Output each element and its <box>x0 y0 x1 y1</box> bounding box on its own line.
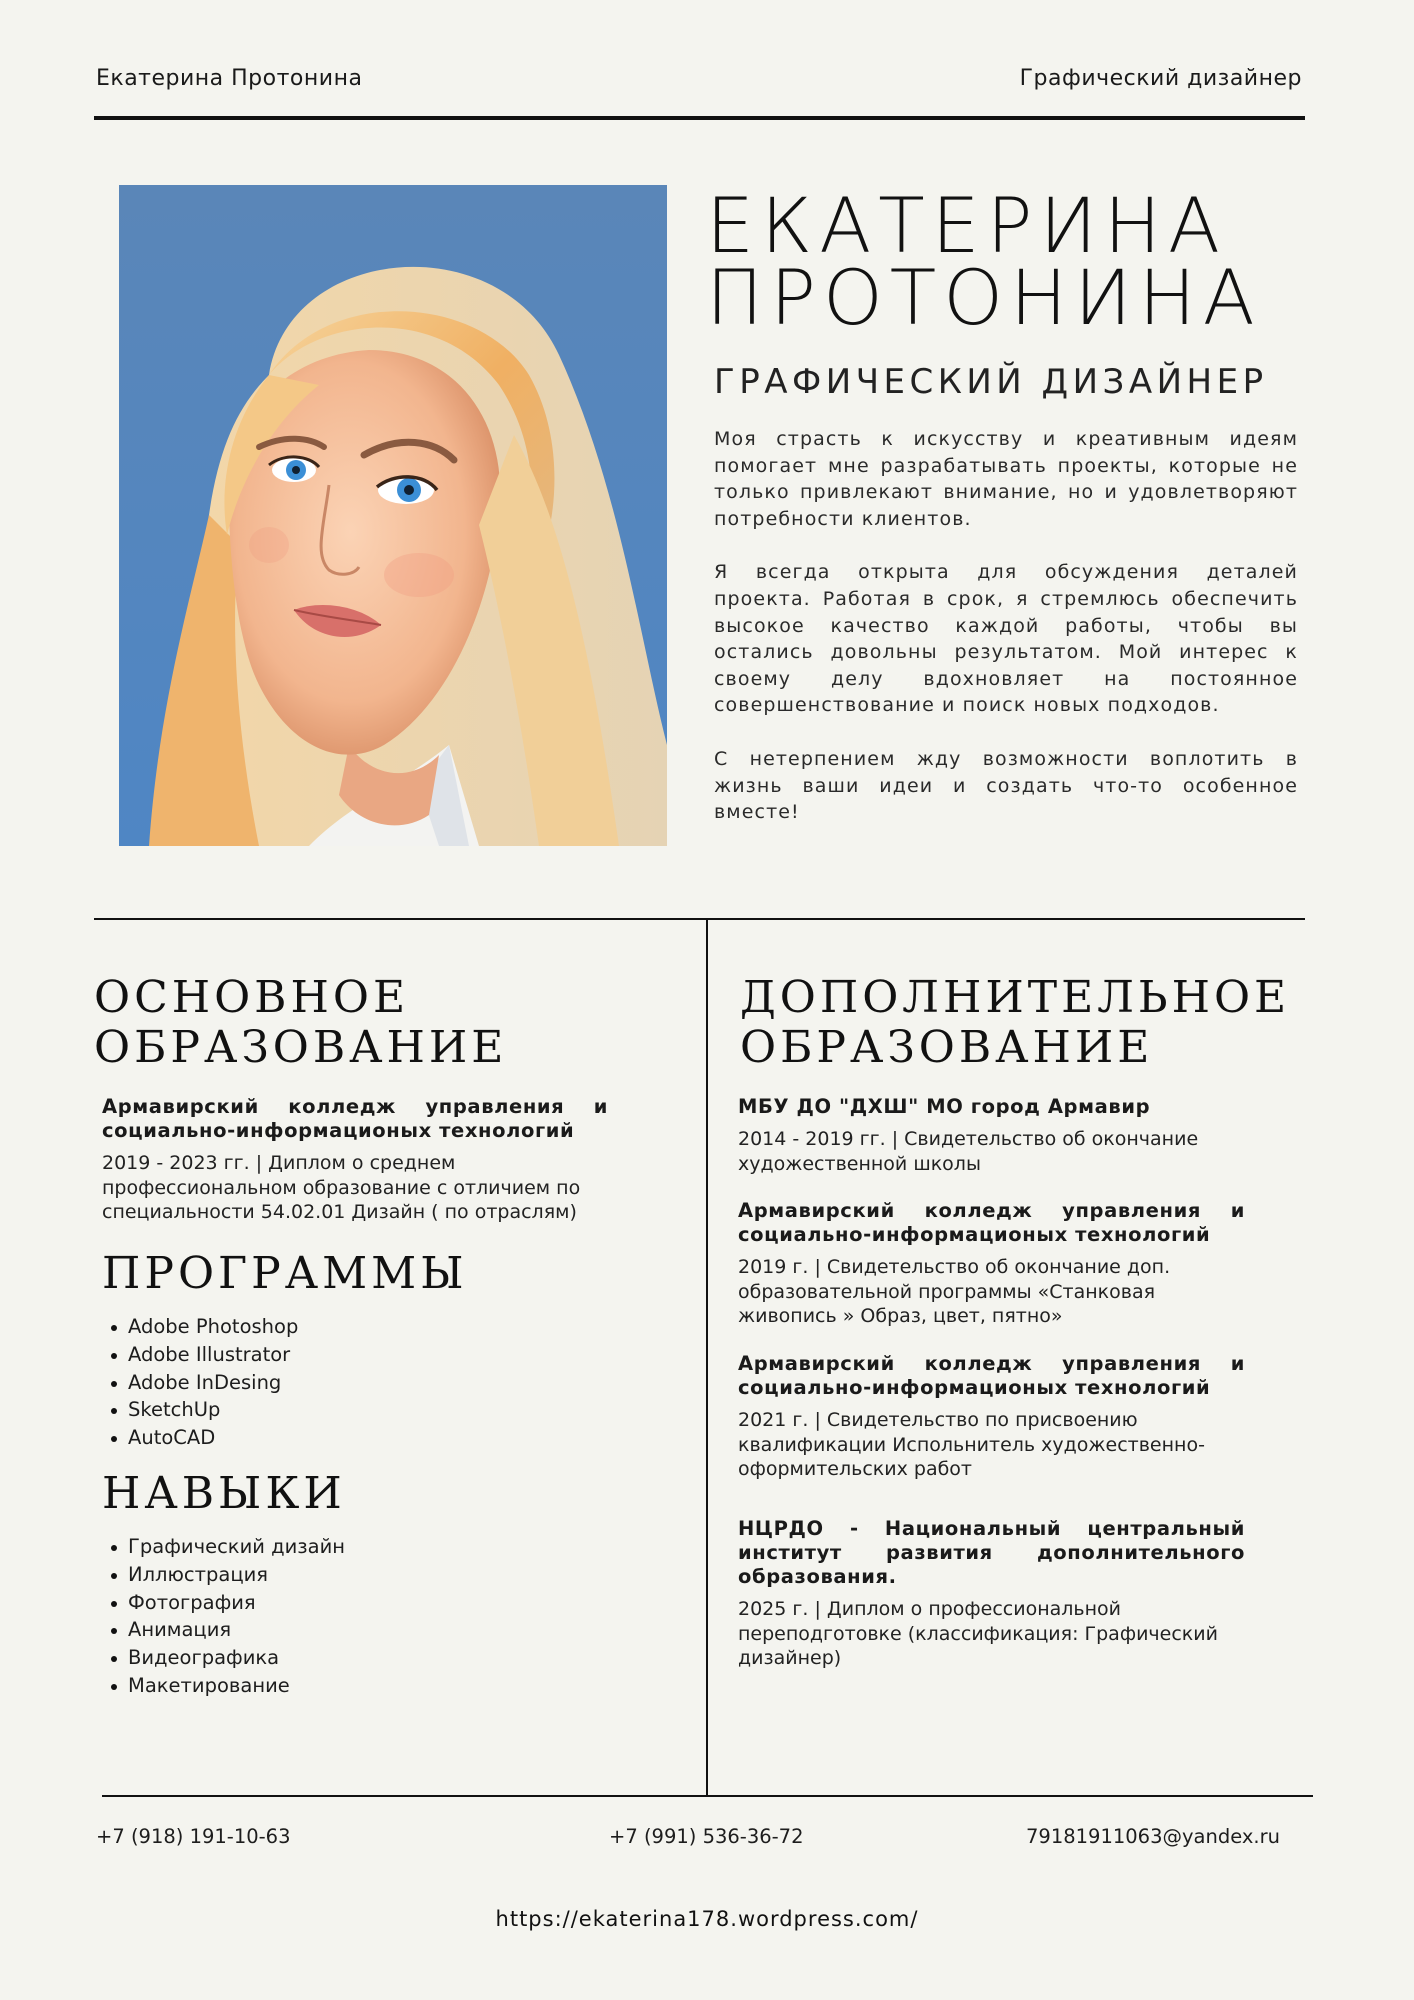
additional-description: 2025 г. | Диплом о профессиональной переподготовке (классификация: Графический дизайнер) <box>738 1598 1218 1669</box>
header-role: Графический дизайнер <box>1019 66 1302 91</box>
additional-education-heading <box>740 973 1300 1073</box>
skills-heading: НАВЫКИ <box>102 1468 346 1519</box>
education-heading-line1: ОСНОВНОЕ <box>94 972 410 1023</box>
header-name: Екатерина Протонина <box>96 66 363 91</box>
bio <box>714 426 1298 853</box>
footer-divider <box>102 1795 1313 1797</box>
additional-entry <box>738 1352 1245 1482</box>
list-item: Фотография <box>102 1589 602 1617</box>
education-institution: Армавирский колледж управления и социально-информационых технологий <box>102 1095 608 1142</box>
additional-entry <box>738 1199 1245 1329</box>
bio-paragraph: Моя страсть к искусству и креативным идеям помогает мне разрабатывать проекты, которые не только привлекают внимание, но и удовлетворяют потребности клиентов. <box>714 428 1298 530</box>
list-item: Видеографика <box>102 1644 602 1672</box>
list-item: AutoCAD <box>102 1424 602 1452</box>
list-item: Adobe Illustrator <box>102 1341 602 1369</box>
phone-secondary[interactable]: +7 (991) 536-36-72 <box>609 1825 804 1848</box>
website-link[interactable]: https://ekaterina178.wordpress.com/ <box>495 1907 919 1931</box>
bio-paragraph: Я всегда открыта для обсуждения деталей проекта. Работая в срок, я стремлюсь обеспечить высокое качество каждой работы, чтобы вы остались довольны результатом. Мой интерес к своему делу вдохновляет на постоянное совершенствование и поиск новых подходов. <box>714 561 1298 717</box>
additional-entry <box>738 1517 1245 1671</box>
additional-entry <box>738 1095 1245 1176</box>
list-item: Графический дизайн <box>102 1533 602 1561</box>
additional-institution: НЦРДО - Национальный центральный институт развития дополнительного образования. <box>738 1517 1245 1588</box>
list-item: Иллюстрация <box>102 1561 602 1589</box>
phone-primary[interactable]: +7 (918) 191-10-63 <box>96 1825 291 1848</box>
list-item: Анимация <box>102 1616 602 1644</box>
additional-heading-line2: ОБРАЗОВАНИЕ <box>740 1022 1154 1073</box>
list-item: Adobe InDesing <box>102 1369 602 1397</box>
programs-list <box>102 1313 602 1452</box>
education-section <box>94 973 624 1073</box>
column-divider <box>706 918 708 1796</box>
education-description: 2019 - 2023 гг. | Диплом о среднем профессиональном образование с отличием по специальности 54.02.01 Дизайн ( по отраслям) <box>102 1152 581 1223</box>
list-item: Макетирование <box>102 1672 602 1700</box>
programs-heading: ПРОГРАММЫ <box>102 1248 468 1299</box>
additional-institution: Армавирский колледж управления и социально-информационых технологий <box>738 1199 1245 1246</box>
hero-name-line2: ПРОТОНИНА <box>706 253 1262 342</box>
email-link[interactable]: 79181911063@yandex.ru <box>1026 1825 1280 1848</box>
bio-paragraph: С нетерпением жду возможности воплотить в жизнь ваши идеи и создать что-то особенное вместе! <box>714 747 1298 824</box>
hero-name <box>706 181 1326 342</box>
education-heading <box>94 973 624 1073</box>
section-divider <box>94 918 1305 920</box>
hero-name-line1: ЕКАТЕРИНА <box>706 181 1228 270</box>
portrait-photo <box>119 185 667 846</box>
additional-description: 2014 - 2019 гг. | Свидетельство об окончание художественной школы <box>738 1128 1199 1175</box>
skills-section <box>102 1469 602 1700</box>
list-item: Adobe Photoshop <box>102 1313 602 1341</box>
additional-institution: Армавирский колледж управления и социально-информационых технологий <box>738 1352 1245 1399</box>
education-heading-line2: ОБРАЗОВАНИЕ <box>94 1022 508 1073</box>
additional-description: 2021 г. | Свидетельство по присвоению квалификации Испольнитель художественно-оформительских работ <box>738 1409 1205 1480</box>
education-entry <box>102 1095 608 1225</box>
header-divider <box>94 116 1305 120</box>
additional-description: 2019 г. | Свидетельство об окончание доп. образовательной программы «Станковая живопись » Образ, цвет, пятно» <box>738 1256 1171 1327</box>
additional-heading-line1: ДОПОЛНИТЕЛЬНОЕ <box>740 972 1291 1023</box>
programs-section <box>102 1249 602 1452</box>
hero-role: ГРАФИЧЕСКИЙ ДИЗАЙНЕР <box>714 362 1268 402</box>
skills-list <box>102 1533 602 1700</box>
list-item: SketchUp <box>102 1396 602 1424</box>
additional-education-section <box>740 973 1300 1073</box>
additional-institution: МБУ ДО "ДХШ" МО город Армавир <box>738 1095 1151 1118</box>
